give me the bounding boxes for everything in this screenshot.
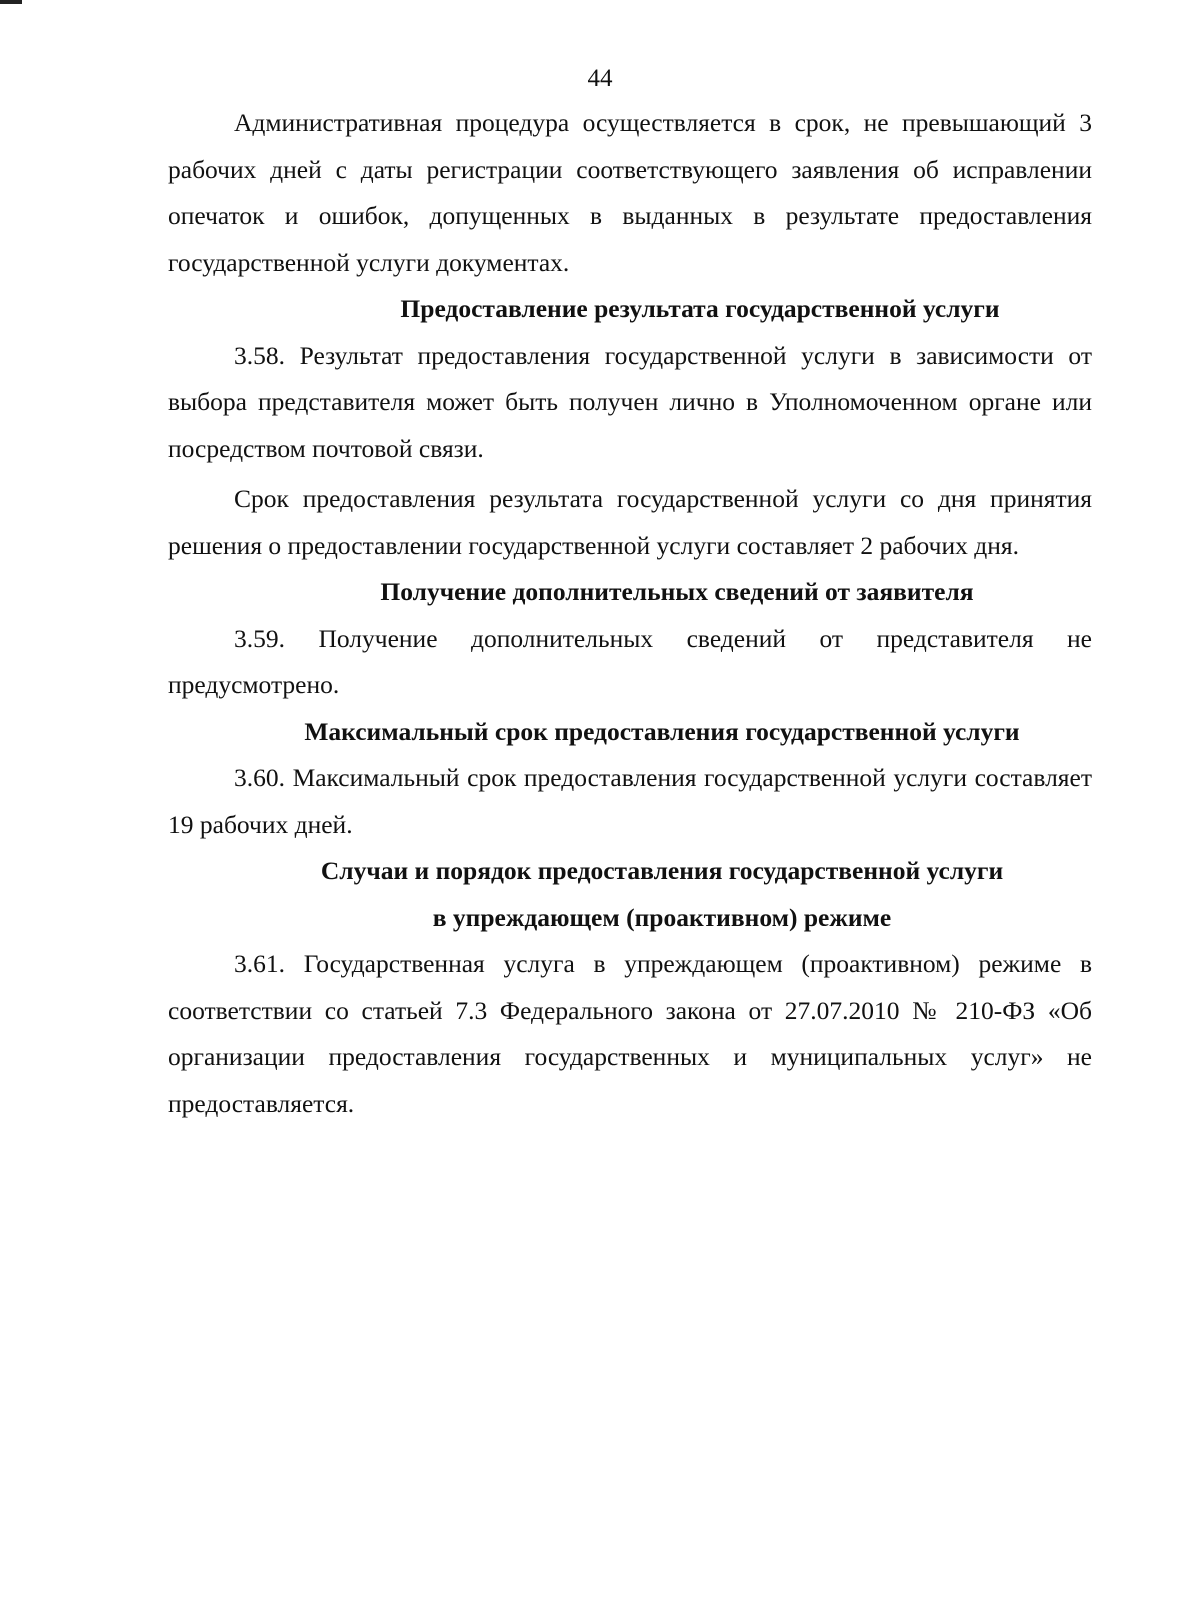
paragraph-3-60: 3.60. Максимальный срок предоставления государственной услуги составляет 19 рабочих дней. [168,763,1092,839]
document-body [168,100,1092,1127]
scan-edge-mark [0,0,22,4]
extra-info-section-heading: Получение дополнительных сведений от заявителя [380,577,974,606]
paragraph-3-58: 3.58. Результат предоставления государственной услуги в зависимости от выбора представителя может быть получен лично в Уполномоченном органе или посредством почтовой связи. [168,340,1092,463]
intro-paragraph: Административная процедура осуществляется в срок, не превышающий 3 рабочих дней с даты регистрации соответствующего заявления об исправлении опечаток и ошибок, допущенных в выданных в результате предоставления государственной услуги документах. [168,108,1092,277]
paragraph-3-58-term: Срок предоставления результата государственной услуги со дня принятия решения о предоставлении государственной услуги составляет 2 рабочих дня. [168,484,1092,560]
proactive-heading-line-1: Случаи и порядок предоставления государственной услуги [320,856,1004,885]
page-number: 44 [587,65,613,92]
paragraph-3-59: 3.59. Получение дополнительных сведений от представителя не предусмотрено. [168,623,1092,699]
max-term-section-heading: Максимальный срок предоставления государственной услуги [304,716,1020,746]
proactive-section-heading [168,848,1092,941]
proactive-heading-line-2: в упреждающем (проактивном) режиме [432,902,892,932]
paragraph-3-61: 3.61. Государственная услуга в упреждающем (проактивном) режиме в соответствии со статьей 7.3 Федерального закона от 27.07.2010 № 210-ФЗ «Об организации предоставления государственных и муниципальных услуг» не предоставляется. [168,949,1092,1118]
result-section-heading: Предоставление результата государственной услуги [400,294,1000,323]
